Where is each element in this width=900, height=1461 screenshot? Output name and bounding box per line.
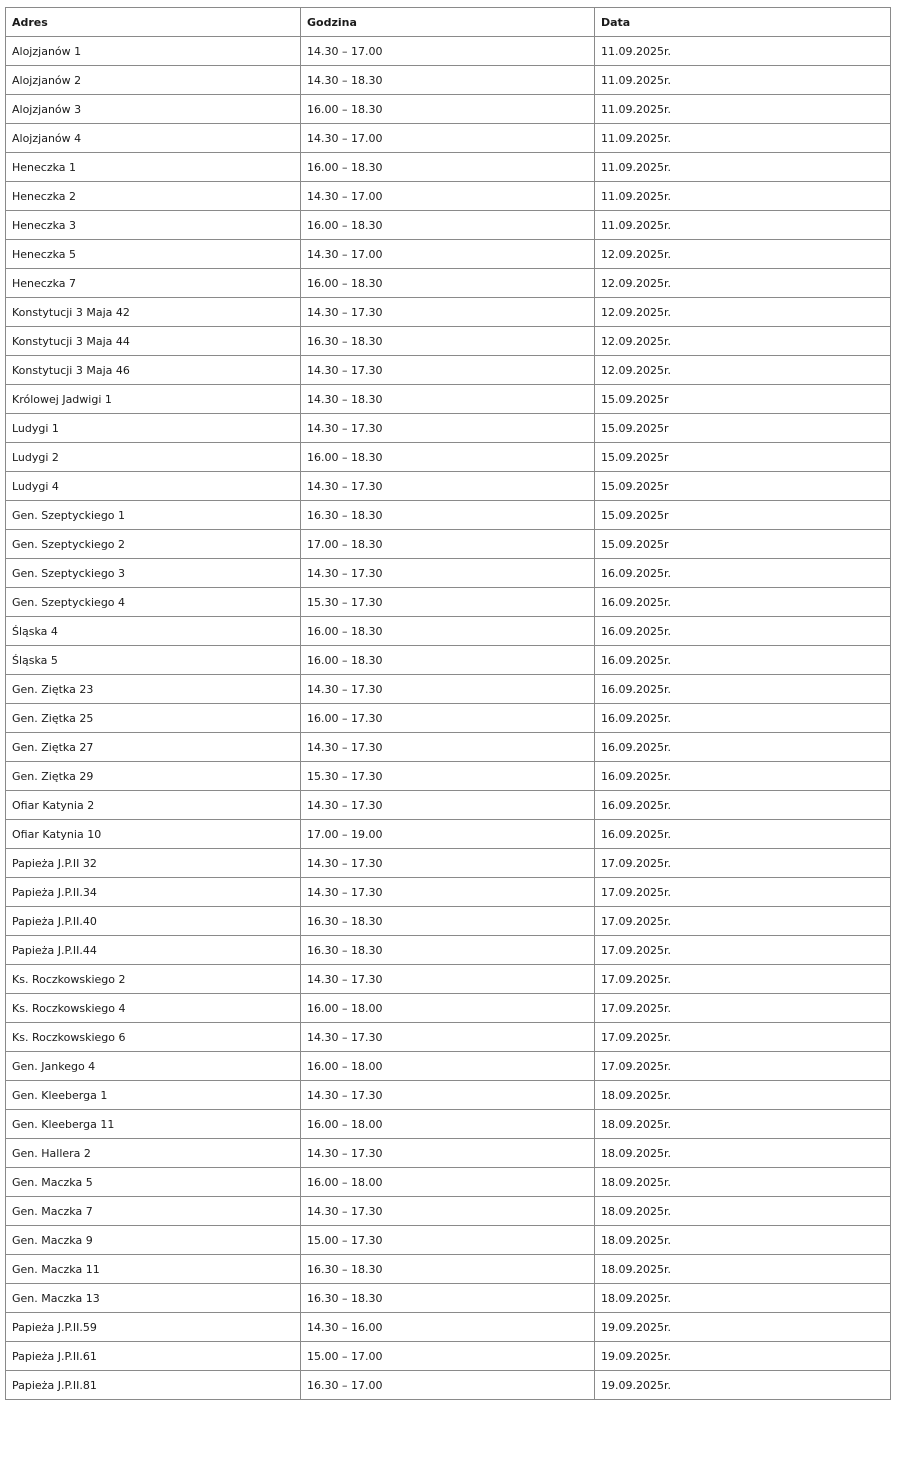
cell-time: 14.30 – 17.30: [301, 1139, 595, 1168]
cell-address: Królowej Jadwigi 1: [6, 385, 301, 414]
cell-time: 14.30 – 17.30: [301, 675, 595, 704]
cell-address: Gen. Ziętka 23: [6, 675, 301, 704]
table-row: [6, 878, 891, 907]
table-row: [6, 704, 891, 733]
cell-date: 16.09.2025r.: [595, 704, 891, 733]
cell-time: 14.30 – 17.30: [301, 878, 595, 907]
cell-date: 18.09.2025r.: [595, 1139, 891, 1168]
table-row: [6, 1197, 891, 1226]
cell-address: Ks. Roczkowskiego 2: [6, 965, 301, 994]
table-row: [6, 965, 891, 994]
cell-date: 12.09.2025r.: [595, 269, 891, 298]
cell-time: 14.30 – 17.30: [301, 1023, 595, 1052]
table-row: [6, 95, 891, 124]
table-row: [6, 936, 891, 965]
table-row: [6, 994, 891, 1023]
table-row: [6, 762, 891, 791]
cell-time: 16.30 – 18.30: [301, 936, 595, 965]
table-row: [6, 211, 891, 240]
cell-time: 14.30 – 17.00: [301, 37, 595, 66]
cell-date: 16.09.2025r.: [595, 588, 891, 617]
cell-time: 16.00 – 18.30: [301, 95, 595, 124]
cell-date: 11.09.2025r.: [595, 153, 891, 182]
cell-date: 17.09.2025r.: [595, 907, 891, 936]
cell-address: Papieża J.P.II.59: [6, 1313, 301, 1342]
table-row: [6, 1110, 891, 1139]
cell-date: 11.09.2025r.: [595, 37, 891, 66]
table-row: [6, 1226, 891, 1255]
cell-time: 14.30 – 17.30: [301, 298, 595, 327]
cell-time: 15.30 – 17.30: [301, 762, 595, 791]
cell-time: 16.00 – 18.30: [301, 443, 595, 472]
cell-date: 18.09.2025r.: [595, 1284, 891, 1313]
cell-date: 18.09.2025r.: [595, 1110, 891, 1139]
cell-date: 11.09.2025r.: [595, 182, 891, 211]
cell-date: 11.09.2025r.: [595, 95, 891, 124]
table-row: [6, 559, 891, 588]
table-row: [6, 327, 891, 356]
table-row: [6, 588, 891, 617]
table-row: [6, 269, 891, 298]
cell-address: Ludygi 4: [6, 472, 301, 501]
table-row: [6, 1023, 891, 1052]
table-row: [6, 820, 891, 849]
cell-address: Papieża J.P.II.61: [6, 1342, 301, 1371]
cell-address: Gen. Ziętka 27: [6, 733, 301, 762]
table-row: [6, 1139, 891, 1168]
table-row: [6, 385, 891, 414]
cell-date: 16.09.2025r.: [595, 762, 891, 791]
table-row: [6, 298, 891, 327]
cell-time: 16.00 – 18.30: [301, 646, 595, 675]
table-row: [6, 617, 891, 646]
cell-date: 17.09.2025r.: [595, 1023, 891, 1052]
cell-date: 17.09.2025r.: [595, 878, 891, 907]
cell-time: 16.00 – 18.00: [301, 1052, 595, 1081]
cell-date: 18.09.2025r.: [595, 1197, 891, 1226]
cell-date: 17.09.2025r.: [595, 994, 891, 1023]
header-time: Godzina: [301, 8, 595, 37]
cell-address: Heneczka 2: [6, 182, 301, 211]
cell-time: 14.30 – 17.30: [301, 965, 595, 994]
schedule-table: [5, 7, 891, 1400]
table-row: [6, 414, 891, 443]
cell-address: Gen. Maczka 13: [6, 1284, 301, 1313]
cell-address: Gen. Maczka 11: [6, 1255, 301, 1284]
cell-time: 14.30 – 17.30: [301, 559, 595, 588]
cell-address: Papieża J.P.II 32: [6, 849, 301, 878]
cell-date: 11.09.2025r.: [595, 211, 891, 240]
cell-date: 16.09.2025r.: [595, 733, 891, 762]
cell-address: Ofiar Katynia 2: [6, 791, 301, 820]
cell-address: Gen. Maczka 5: [6, 1168, 301, 1197]
table-row: [6, 1284, 891, 1313]
table-row: [6, 443, 891, 472]
table-row: [6, 356, 891, 385]
cell-time: 15.30 – 17.30: [301, 588, 595, 617]
cell-time: 17.00 – 18.30: [301, 530, 595, 559]
cell-time: 14.30 – 17.30: [301, 849, 595, 878]
cell-date: 16.09.2025r.: [595, 559, 891, 588]
cell-date: 16.09.2025r.: [595, 646, 891, 675]
cell-time: 14.30 – 16.00: [301, 1313, 595, 1342]
cell-address: Konstytucji 3 Maja 42: [6, 298, 301, 327]
cell-time: 16.00 – 18.00: [301, 1168, 595, 1197]
table-row: [6, 1255, 891, 1284]
table-row: [6, 1342, 891, 1371]
cell-date: 15.09.2025r: [595, 414, 891, 443]
cell-address: Gen. Hallera 2: [6, 1139, 301, 1168]
cell-time: 17.00 – 19.00: [301, 820, 595, 849]
cell-date: 18.09.2025r.: [595, 1226, 891, 1255]
cell-time: 16.30 – 17.00: [301, 1371, 595, 1400]
cell-time: 14.30 – 18.30: [301, 385, 595, 414]
table-body: [6, 37, 891, 1400]
cell-date: 15.09.2025r: [595, 501, 891, 530]
cell-date: 12.09.2025r.: [595, 240, 891, 269]
header-address: Adres: [6, 8, 301, 37]
cell-address: Konstytucji 3 Maja 46: [6, 356, 301, 385]
cell-address: Konstytucji 3 Maja 44: [6, 327, 301, 356]
cell-time: 16.30 – 18.30: [301, 327, 595, 356]
cell-date: 17.09.2025r.: [595, 936, 891, 965]
cell-address: Ludygi 2: [6, 443, 301, 472]
cell-time: 14.30 – 17.30: [301, 414, 595, 443]
cell-time: 16.00 – 17.30: [301, 704, 595, 733]
cell-date: 15.09.2025r: [595, 530, 891, 559]
table-row: [6, 124, 891, 153]
table-row: [6, 472, 891, 501]
cell-time: 14.30 – 17.00: [301, 182, 595, 211]
cell-address: Alojzjanów 1: [6, 37, 301, 66]
cell-time: 15.00 – 17.30: [301, 1226, 595, 1255]
cell-address: Gen. Kleeberga 1: [6, 1081, 301, 1110]
cell-time: 16.00 – 18.30: [301, 153, 595, 182]
cell-date: 12.09.2025r.: [595, 327, 891, 356]
cell-address: Gen. Szeptyckiego 3: [6, 559, 301, 588]
cell-address: Gen. Jankego 4: [6, 1052, 301, 1081]
table-row: [6, 66, 891, 95]
table-row: [6, 1313, 891, 1342]
table-row: [6, 153, 891, 182]
cell-time: 14.30 – 17.00: [301, 240, 595, 269]
cell-date: 15.09.2025r: [595, 443, 891, 472]
cell-time: 15.00 – 17.00: [301, 1342, 595, 1371]
cell-time: 16.00 – 18.30: [301, 617, 595, 646]
cell-date: 19.09.2025r.: [595, 1371, 891, 1400]
cell-time: 14.30 – 17.30: [301, 472, 595, 501]
cell-time: 16.00 – 18.00: [301, 1110, 595, 1139]
cell-date: 12.09.2025r.: [595, 356, 891, 385]
cell-time: 14.30 – 17.30: [301, 733, 595, 762]
cell-time: 16.30 – 18.30: [301, 907, 595, 936]
cell-time: 16.30 – 18.30: [301, 1255, 595, 1284]
table-row: [6, 791, 891, 820]
cell-date: 19.09.2025r.: [595, 1342, 891, 1371]
cell-date: 15.09.2025r: [595, 472, 891, 501]
cell-date: 12.09.2025r.: [595, 298, 891, 327]
cell-address: Ks. Roczkowskiego 6: [6, 1023, 301, 1052]
cell-time: 16.30 – 18.30: [301, 1284, 595, 1313]
cell-time: 16.30 – 18.30: [301, 501, 595, 530]
table-row: [6, 907, 891, 936]
table-row: [6, 1371, 891, 1400]
cell-date: 17.09.2025r.: [595, 1052, 891, 1081]
cell-time: 14.30 – 17.30: [301, 1197, 595, 1226]
table-row: [6, 733, 891, 762]
cell-address: Papieża J.P.II.81: [6, 1371, 301, 1400]
cell-time: 14.30 – 17.30: [301, 791, 595, 820]
cell-date: 18.09.2025r.: [595, 1081, 891, 1110]
cell-address: Alojzjanów 3: [6, 95, 301, 124]
cell-address: Alojzjanów 4: [6, 124, 301, 153]
cell-address: Śląska 4: [6, 617, 301, 646]
cell-date: 18.09.2025r.: [595, 1168, 891, 1197]
table-row: [6, 182, 891, 211]
cell-address: Heneczka 5: [6, 240, 301, 269]
cell-address: Gen. Maczka 7: [6, 1197, 301, 1226]
cell-time: 16.00 – 18.30: [301, 211, 595, 240]
table-row: [6, 1081, 891, 1110]
table-row: [6, 849, 891, 878]
table-row: [6, 1052, 891, 1081]
cell-address: Gen. Ziętka 25: [6, 704, 301, 733]
cell-address: Gen. Szeptyckiego 2: [6, 530, 301, 559]
cell-date: 11.09.2025r.: [595, 66, 891, 95]
cell-address: Gen. Maczka 9: [6, 1226, 301, 1255]
table-row: [6, 501, 891, 530]
cell-time: 14.30 – 17.30: [301, 356, 595, 385]
cell-time: 16.00 – 18.00: [301, 994, 595, 1023]
table-row: [6, 37, 891, 66]
cell-address: Papieża J.P.II.40: [6, 907, 301, 936]
table-row: [6, 675, 891, 704]
table-header: [6, 8, 891, 37]
cell-address: Ludygi 1: [6, 414, 301, 443]
cell-address: Heneczka 7: [6, 269, 301, 298]
cell-address: Gen. Szeptyckiego 4: [6, 588, 301, 617]
cell-date: 17.09.2025r.: [595, 965, 891, 994]
cell-date: 15.09.2025r: [595, 385, 891, 414]
cell-date: 16.09.2025r.: [595, 675, 891, 704]
cell-date: 16.09.2025r.: [595, 617, 891, 646]
cell-time: 14.30 – 17.30: [301, 1081, 595, 1110]
cell-time: 14.30 – 17.00: [301, 124, 595, 153]
cell-address: Heneczka 3: [6, 211, 301, 240]
cell-date: 17.09.2025r.: [595, 849, 891, 878]
cell-address: Gen. Ziętka 29: [6, 762, 301, 791]
cell-address: Heneczka 1: [6, 153, 301, 182]
cell-time: 14.30 – 18.30: [301, 66, 595, 95]
table-row: [6, 646, 891, 675]
cell-address: Papieża J.P.II.44: [6, 936, 301, 965]
table-row: [6, 240, 891, 269]
cell-date: 16.09.2025r.: [595, 791, 891, 820]
cell-date: 18.09.2025r.: [595, 1255, 891, 1284]
cell-address: Gen. Kleeberga 11: [6, 1110, 301, 1139]
header-row: [6, 8, 891, 37]
table-row: [6, 1168, 891, 1197]
cell-date: 19.09.2025r.: [595, 1313, 891, 1342]
cell-address: Ks. Roczkowskiego 4: [6, 994, 301, 1023]
cell-address: Papieża J.P.II.34: [6, 878, 301, 907]
cell-address: Śląska 5: [6, 646, 301, 675]
cell-date: 11.09.2025r.: [595, 124, 891, 153]
header-date: Data: [595, 8, 891, 37]
cell-date: 16.09.2025r.: [595, 820, 891, 849]
cell-address: Gen. Szeptyckiego 1: [6, 501, 301, 530]
cell-time: 16.00 – 18.30: [301, 269, 595, 298]
table-row: [6, 530, 891, 559]
cell-address: Ofiar Katynia 10: [6, 820, 301, 849]
cell-address: Alojzjanów 2: [6, 66, 301, 95]
